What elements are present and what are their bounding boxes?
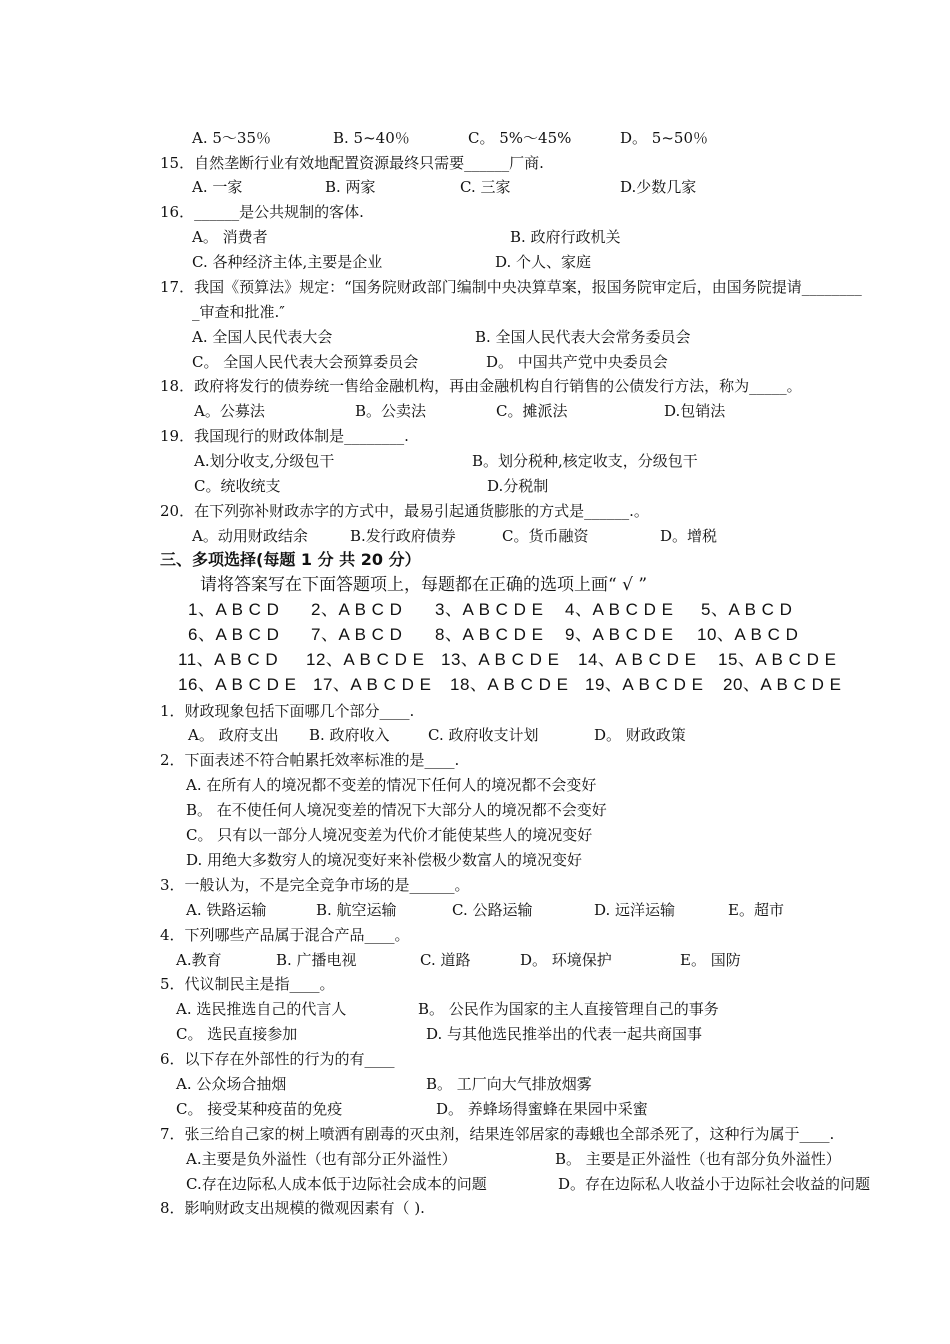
option-text: B. 5~40％: [333, 129, 410, 147]
answer-grid-item: 5、A B C D: [701, 600, 793, 619]
option-text: D. 远洋运输: [594, 901, 676, 919]
text-line: B。 在不使任何人境况变差的情况下大部分人的境况都不会变好: [186, 801, 607, 819]
option-text: A。 政府支出: [188, 726, 279, 744]
option-text: E。 国防: [680, 951, 741, 969]
option-text: C.存在边际私人成本低于边际社会成本的问题: [186, 1175, 487, 1193]
option-text: A.教育: [176, 951, 222, 969]
answer-grid-item: 7、A B C D: [311, 625, 403, 644]
option-text: B。 公民作为国家的主人直接管理自己的事务: [418, 1000, 719, 1018]
option-text: C. 三家: [460, 178, 511, 196]
option-text: B. 政府收入: [309, 726, 390, 744]
text-line: 18．政府将发行的债券统一售给金融机构，再由金融机构自行销售的公债发行方法，称为_____。: [160, 377, 802, 395]
answer-grid-item: 10、A B C D: [697, 625, 799, 644]
option-text: A. 铁路运输: [186, 901, 267, 919]
option-text: B. 广播电视: [276, 951, 357, 969]
option-text: A. 选民推选自己的代言人: [176, 1000, 347, 1018]
answer-grid-item: 3、A B C D E: [435, 600, 544, 619]
option-text: A. 公众场合抽烟: [176, 1075, 287, 1093]
answer-grid-item: 18、A B C D E: [450, 675, 569, 694]
answer-grid-item: 15、A B C D E: [718, 650, 837, 669]
option-text: D.少数几家: [620, 178, 697, 196]
text-line: A. 在所有人的境况都不变差的情况下任何人的境况都不会变好: [186, 776, 597, 794]
answer-grid-item: 14、A B C D E: [578, 650, 697, 669]
option-text: D。 财政政策: [594, 726, 686, 744]
option-text: D。 养蜂场得蜜蜂在果园中采蜜: [436, 1100, 648, 1118]
option-text: C。 全国人民代表大会预算委员会: [192, 353, 419, 371]
option-text: A. 一家: [192, 178, 243, 196]
text-line: 1．财政现象包括下面哪几个部分____.: [160, 702, 415, 720]
answer-grid-item: 9、A B C D E: [565, 625, 674, 644]
option-text: A。 消费者: [192, 228, 268, 246]
option-text: A。动用财政结余: [192, 527, 308, 545]
option-text: C。货币融资: [502, 527, 589, 545]
option-text: D. 个人、家庭: [495, 253, 592, 271]
answer-grid-item: 16、A B C D E: [178, 675, 297, 694]
option-text: C. 公路运输: [452, 901, 533, 919]
option-text: B. 两家: [325, 178, 376, 196]
answer-grid-item: 2、A B C D: [311, 600, 403, 619]
answer-grid-item: 20、A B C D E: [723, 675, 842, 694]
option-text: B。划分税种,核定收支，分级包干: [472, 452, 698, 470]
option-text: C。摊派法: [496, 402, 568, 420]
option-text: B。 工厂向大气排放烟雾: [426, 1075, 592, 1093]
answer-grid-item: 19、A B C D E: [585, 675, 704, 694]
answer-grid-item: 17、A B C D E: [313, 675, 432, 694]
text-line: C。 只有以一部分人境况变差为代价才能使某些人的境况变好: [186, 826, 593, 844]
text-line: 4．下列哪些产品属于混合产品____。: [160, 926, 410, 944]
option-text: A. 全国人民代表大会: [192, 328, 333, 346]
option-text: E。超市: [728, 901, 784, 919]
option-text: D. 与其他选民推举出的代表一起共商国事: [426, 1025, 703, 1043]
answer-grid-item: 8、A B C D E: [435, 625, 544, 644]
text-line: 8．影响财政支出规模的微观因素有（ ).: [160, 1199, 425, 1217]
option-text: A.划分收支,分级包干: [194, 452, 335, 470]
option-text: D.包销法: [664, 402, 726, 420]
text-line: 3．一般认为，不是完全竞争市场的是______。: [160, 876, 470, 894]
option-text: C. 各种经济主体,主要是企业: [192, 253, 383, 271]
text-line: 20．在下列弥补财政赤字的方式中，最易引起通货膨胀的方式是______.。: [160, 502, 649, 520]
option-text: D。 中国共产党中央委员会: [486, 353, 668, 371]
option-text: A. 5～35％: [192, 129, 271, 147]
option-text: D。 环境保护: [520, 951, 612, 969]
text-line: 16．______是公共规制的客体.: [160, 203, 364, 221]
option-text: B。公卖法: [355, 402, 427, 420]
option-text: D。存在边际私人收益小于边际社会收益的问题: [558, 1175, 871, 1193]
answer-grid-item: 12、A B C D E: [306, 650, 425, 669]
option-text: B. 全国人民代表大会常务委员会: [475, 328, 691, 346]
text-line: 请将答案写在下面答题项上，每题都在正确的选项上画“ √ ”: [200, 575, 648, 595]
text-line: 19．我国现行的财政体制是________.: [160, 427, 409, 445]
answer-grid-item: 1、A B C D: [188, 600, 280, 619]
option-text: C. 道路: [420, 951, 471, 969]
answer-grid-item: 13、A B C D E: [441, 650, 560, 669]
option-text: A.主要是负外溢性（也有部分正外溢性）: [186, 1150, 457, 1168]
text-line: 2．下面表述不符合帕累托效率标准的是____.: [160, 751, 460, 769]
text-line: 15．自然垄断行业有效地配置资源最终只需要______厂商.: [160, 154, 544, 172]
answer-grid-item: 6、A B C D: [188, 625, 280, 644]
option-text: D。增税: [660, 527, 718, 545]
option-text: B. 航空运输: [316, 901, 397, 919]
text-line: 5．代议制民主是指____。: [160, 975, 335, 993]
text-line: 三、多项选择(每题 1 分 共 20 分）: [160, 550, 421, 569]
option-text: C。 选民直接参加: [176, 1025, 298, 1043]
option-text: B。 主要是正外溢性（也有部分负外溢性）: [555, 1150, 841, 1168]
text-line: 6．以下存在外部性的行为的有____: [160, 1050, 395, 1068]
text-line: 17．我国《预算法》规定：“国务院财政部门编制中央决算草案，报国务院审定后，由国务院提请________: [160, 278, 862, 296]
option-text: C. 政府收支计划: [428, 726, 539, 744]
text-line: 7．张三给自己家的树上喷洒有剧毒的灭虫剂，结果连邻居家的毒蛾也全部杀死了，这种行为属于____.: [160, 1125, 835, 1143]
text-line: _审查和批准.″: [192, 303, 285, 321]
option-text: B. 政府行政机关: [510, 228, 621, 246]
option-text: B.发行政府债券: [350, 527, 456, 545]
text-line: D. 用绝大多数穷人的境况变好来补偿极少数富人的境况变好: [186, 851, 583, 869]
answer-grid-item: 11、A B C D: [178, 650, 279, 669]
option-text: C。统收统支: [194, 477, 281, 495]
option-text: D。 5~50％: [620, 129, 708, 147]
option-text: D.分税制: [487, 477, 549, 495]
answer-grid-item: 4、A B C D E: [565, 600, 674, 619]
option-text: C。 接受某种疫苗的免疫: [176, 1100, 343, 1118]
option-text: C。 5%～45%: [468, 129, 572, 147]
option-text: A。公募法: [194, 402, 265, 420]
